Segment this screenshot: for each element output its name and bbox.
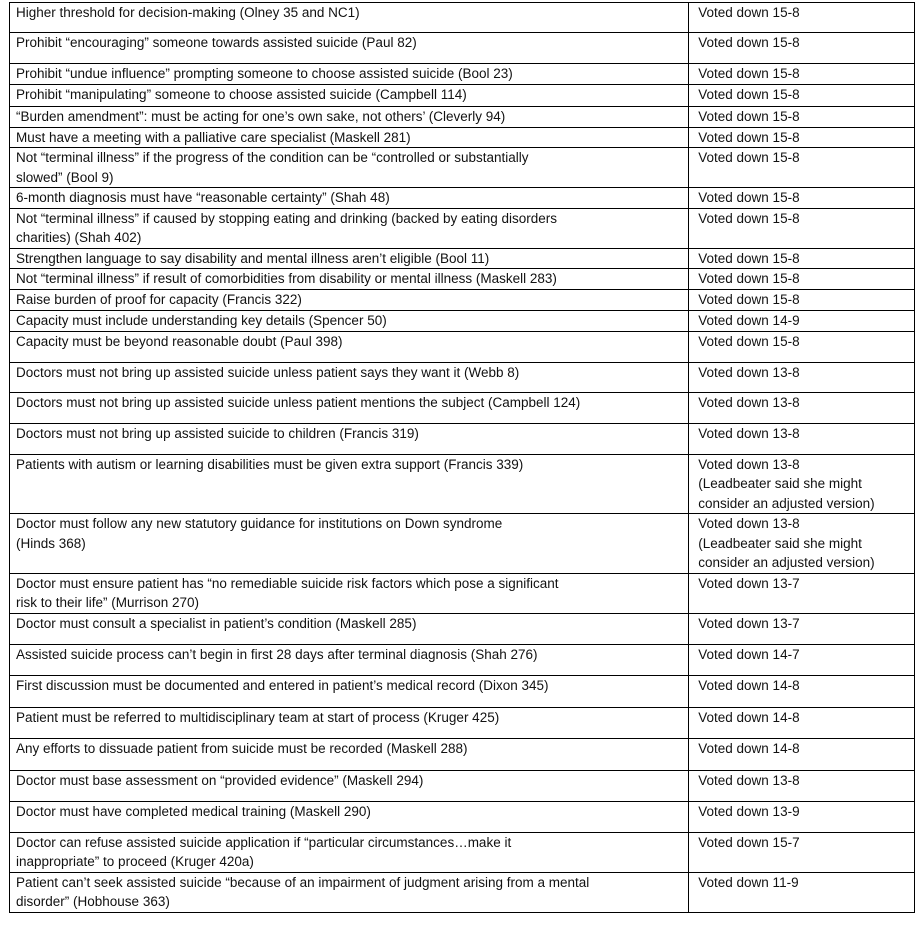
vote-result-text: Voted down 13-8 (698, 425, 800, 441)
vote-result-cell (689, 514, 915, 574)
amendment-cell (10, 107, 689, 128)
vote-result-text: Voted down 15-8 (698, 150, 800, 165)
amendment-cell (10, 644, 689, 675)
amendment-text-line: Prohibit “encouraging” someone towards assisted suicide (Paul 82) (16, 35, 417, 50)
amendment-cell (10, 454, 689, 514)
vote-result-cell (689, 248, 915, 269)
amendment-text-line: Prohibit “undue influence” prompting someone to choose assisted suicide (Bool 23) (16, 66, 513, 81)
vote-result-cell (689, 33, 915, 64)
table-row (10, 107, 915, 128)
vote-result-text: Voted down 14-8 (698, 740, 800, 756)
amendment-text-line: First discussion must be documented and entered in patient’s medical record (Dixon 345) (16, 677, 549, 693)
amendment-cell (10, 248, 689, 269)
amendment-text-line: 6-month diagnosis must have “reasonable certainty” (Shah 48) (16, 190, 390, 205)
amendment-cell (10, 392, 689, 423)
vote-result-cell (689, 85, 915, 107)
amendment-text-line: Assisted suicide process can’t begin in first 28 days after terminal diagnosis (Shah 276) (16, 646, 538, 662)
vote-result-cell (689, 64, 915, 85)
amendment-cell (10, 127, 689, 148)
amendment-cell (10, 872, 689, 912)
vote-result-cell (689, 832, 915, 872)
vote-result-text: Voted down 11-9 (698, 874, 799, 890)
amendment-text-line: Prohibit “manipulating” someone to choose assisted suicide (Campbell 114) (16, 87, 467, 102)
amendment-text-line: Patient must be referred to multidisciplinary team at start of process (Kruger 425) (16, 709, 500, 725)
amendment-text-line: Not “terminal illness” if caused by stopping eating and drinking (backed by eating disorders (16, 210, 558, 226)
vote-result-text: Voted down 15-8 (698, 5, 800, 20)
vote-result-text: Voted down 15-8 (698, 87, 800, 102)
vote-result-text: Voted down 15-8 (698, 190, 800, 205)
amendment-cell (10, 801, 689, 832)
vote-result-cell (689, 454, 915, 514)
amendment-cell (10, 188, 689, 209)
vote-result-cell (689, 310, 915, 331)
table-row (10, 362, 915, 392)
amendment-text-line: Higher threshold for decision-making (Olney 35 and NC1) (16, 5, 360, 20)
amendment-text-line: Doctor must follow any new statutory guidance for institutions on Down syndrome (16, 516, 503, 531)
amendment-text-line: Patients with autism or learning disabilities must be given extra support (Francis 339) (16, 456, 524, 472)
amendment-text-line: inappropriate” to proceed (Kruger 420a) (16, 854, 254, 869)
table-row (10, 248, 915, 269)
amendment-cell (10, 208, 689, 248)
amendment-cell (10, 269, 689, 290)
vote-note-line: (Leadbeater said she might (698, 476, 862, 491)
amendment-cell (10, 331, 689, 362)
vote-result-text: Voted down 14-8 (698, 709, 800, 725)
vote-result-text: Voted down 15-8 (698, 250, 800, 266)
vote-result-cell (689, 707, 915, 738)
vote-result-cell (689, 801, 915, 832)
vote-note-line: consider an adjusted version) (698, 495, 875, 511)
amendment-cell (10, 85, 689, 107)
vote-result-cell (689, 770, 915, 801)
table-row (10, 872, 915, 912)
vote-result-cell (689, 148, 915, 188)
amendment-cell (10, 514, 689, 574)
vote-result-cell (689, 738, 915, 770)
vote-result-text: Voted down 15-8 (698, 210, 800, 226)
vote-result-cell (689, 331, 915, 362)
table-row (10, 832, 915, 872)
amendment-cell (10, 362, 689, 392)
vote-result-text: Voted down 13-8 (698, 456, 800, 472)
table-row (10, 392, 915, 423)
amendment-cell (10, 64, 689, 85)
vote-result-cell (689, 127, 915, 148)
amendment-cell (10, 33, 689, 64)
amendment-text-line: Capacity must be beyond reasonable doubt (Paul 398) (16, 333, 343, 349)
amendment-text-line: Capacity must include understanding key details (Spencer 50) (16, 312, 387, 328)
vote-result-text: Voted down 15-8 (698, 333, 800, 349)
amendment-cell (10, 832, 689, 872)
vote-result-text: Voted down 15-8 (698, 35, 800, 50)
vote-result-text: Voted down 15-8 (698, 271, 800, 286)
vote-result-cell (689, 269, 915, 290)
table-row (10, 675, 915, 707)
amendment-cell (10, 707, 689, 738)
amendment-text-line: Doctor must have completed medical training (Maskell 290) (16, 803, 371, 819)
vote-result-cell (689, 675, 915, 707)
vote-result-cell (689, 423, 915, 454)
amendment-text-line: risk to their life” (Murrison 270) (16, 595, 200, 610)
table-row (10, 148, 915, 188)
table-row (10, 310, 915, 331)
vote-result-text: Voted down 13-7 (698, 575, 800, 591)
vote-result-cell (689, 107, 915, 128)
vote-result-text: Voted down 13-8 (698, 364, 800, 380)
amendment-cell (10, 675, 689, 707)
table-row (10, 188, 915, 209)
amendment-cell (10, 613, 689, 644)
amendment-cell (10, 148, 689, 188)
amendment-text-line: Must have a meeting with a palliative care specialist (Maskell 281) (16, 129, 411, 145)
amendment-cell (10, 573, 689, 613)
vote-result-text: Voted down 15-8 (698, 291, 800, 307)
vote-result-text: Voted down 13-7 (698, 615, 800, 631)
amendment-cell (10, 423, 689, 454)
amendment-text-line: Any efforts to dissuade patient from suicide must be recorded (Maskell 288) (16, 740, 468, 756)
vote-result-cell (689, 3, 915, 33)
table-row (10, 514, 915, 574)
table-row (10, 64, 915, 85)
amendment-text-line: slowed” (Bool 9) (16, 169, 114, 185)
amendment-text-line: Doctor must ensure patient has “no remediable suicide risk factors which pose a significant (16, 575, 559, 591)
vote-result-text: Voted down 13-8 (698, 394, 800, 410)
amendment-text-line: charities) (Shah 402) (16, 230, 142, 245)
vote-result-text: Voted down 15-8 (698, 109, 800, 124)
table-row (10, 208, 915, 248)
vote-result-text: Voted down 13-8 (698, 516, 800, 531)
table-row (10, 573, 915, 613)
amendment-text-line: Doctor can refuse assisted suicide application if “particular circumstances…make it (16, 834, 512, 850)
table-row (10, 738, 915, 770)
amendment-text-line: Doctors must not bring up assisted suicide unless patient mentions the subject (Campbell 124) (16, 394, 581, 410)
amendment-text-line: Strengthen language to say disability and mental illness aren’t eligible (Bool 11) (16, 250, 490, 266)
vote-note-line: (Leadbeater said she might (698, 535, 862, 551)
vote-result-text: Voted down 14-8 (698, 677, 800, 693)
vote-result-text: Voted down 13-8 (698, 772, 800, 788)
table-row (10, 289, 915, 310)
amendment-cell (10, 738, 689, 770)
table-row (10, 644, 915, 675)
amendment-text-line: Doctors must not bring up assisted suicide to children (Francis 319) (16, 425, 419, 441)
table-row (10, 33, 915, 64)
table-row (10, 613, 915, 644)
vote-result-cell (689, 188, 915, 209)
vote-result-cell (689, 613, 915, 644)
vote-result-text: Voted down 13-9 (698, 803, 800, 819)
table-row (10, 85, 915, 107)
amendment-text-line: “Burden amendment”: must be acting for one’s own sake, not others’ (Cleverly 94) (16, 109, 506, 124)
table-row (10, 127, 915, 148)
table-row (10, 269, 915, 290)
table-row (10, 3, 915, 33)
amendment-text-line: (Hinds 368) (16, 535, 86, 551)
vote-result-cell (689, 872, 915, 912)
amendment-text-line: Not “terminal illness” if the progress of the condition can be “controlled or substantially (16, 150, 529, 165)
amendment-text-line: disorder” (Hobhouse 363) (16, 894, 170, 909)
table-row (10, 331, 915, 362)
amendment-cell (10, 770, 689, 801)
table-row (10, 770, 915, 801)
vote-note-line: consider an adjusted version) (698, 555, 875, 570)
vote-result-cell (689, 573, 915, 613)
vote-result-cell (689, 208, 915, 248)
table-row (10, 801, 915, 832)
vote-result-text: Voted down 14-9 (698, 312, 800, 328)
vote-result-cell (689, 362, 915, 392)
vote-result-text: Voted down 15-8 (698, 66, 800, 81)
amendments-table (9, 2, 915, 913)
amendment-text-line: Not “terminal illness” if result of comorbidities from disability or mental illness (Maskell 283) (16, 271, 557, 286)
amendment-cell (10, 3, 689, 33)
amendment-text-line: Raise burden of proof for capacity (Francis 322) (16, 291, 302, 307)
vote-result-cell (689, 644, 915, 675)
amendment-text-line: Patient can’t seek assisted suicide “because of an impairment of judgment arising from a mental (16, 874, 590, 890)
table-row (10, 423, 915, 454)
vote-result-text: Voted down 15-7 (698, 834, 800, 850)
vote-result-text: Voted down 15-8 (698, 129, 800, 145)
amendment-text-line: Doctor must base assessment on “provided evidence” (Maskell 294) (16, 772, 424, 788)
amendments-table-body (10, 3, 915, 913)
table-row (10, 454, 915, 514)
vote-result-cell (689, 392, 915, 423)
vote-result-cell (689, 289, 915, 310)
amendment-cell (10, 289, 689, 310)
vote-result-text: Voted down 14-7 (698, 646, 800, 662)
amendment-cell (10, 310, 689, 331)
amendment-text-line: Doctor must consult a specialist in patient’s condition (Maskell 285) (16, 615, 417, 631)
table-row (10, 707, 915, 738)
amendment-text-line: Doctors must not bring up assisted suicide unless patient says they want it (Webb 8) (16, 364, 520, 380)
